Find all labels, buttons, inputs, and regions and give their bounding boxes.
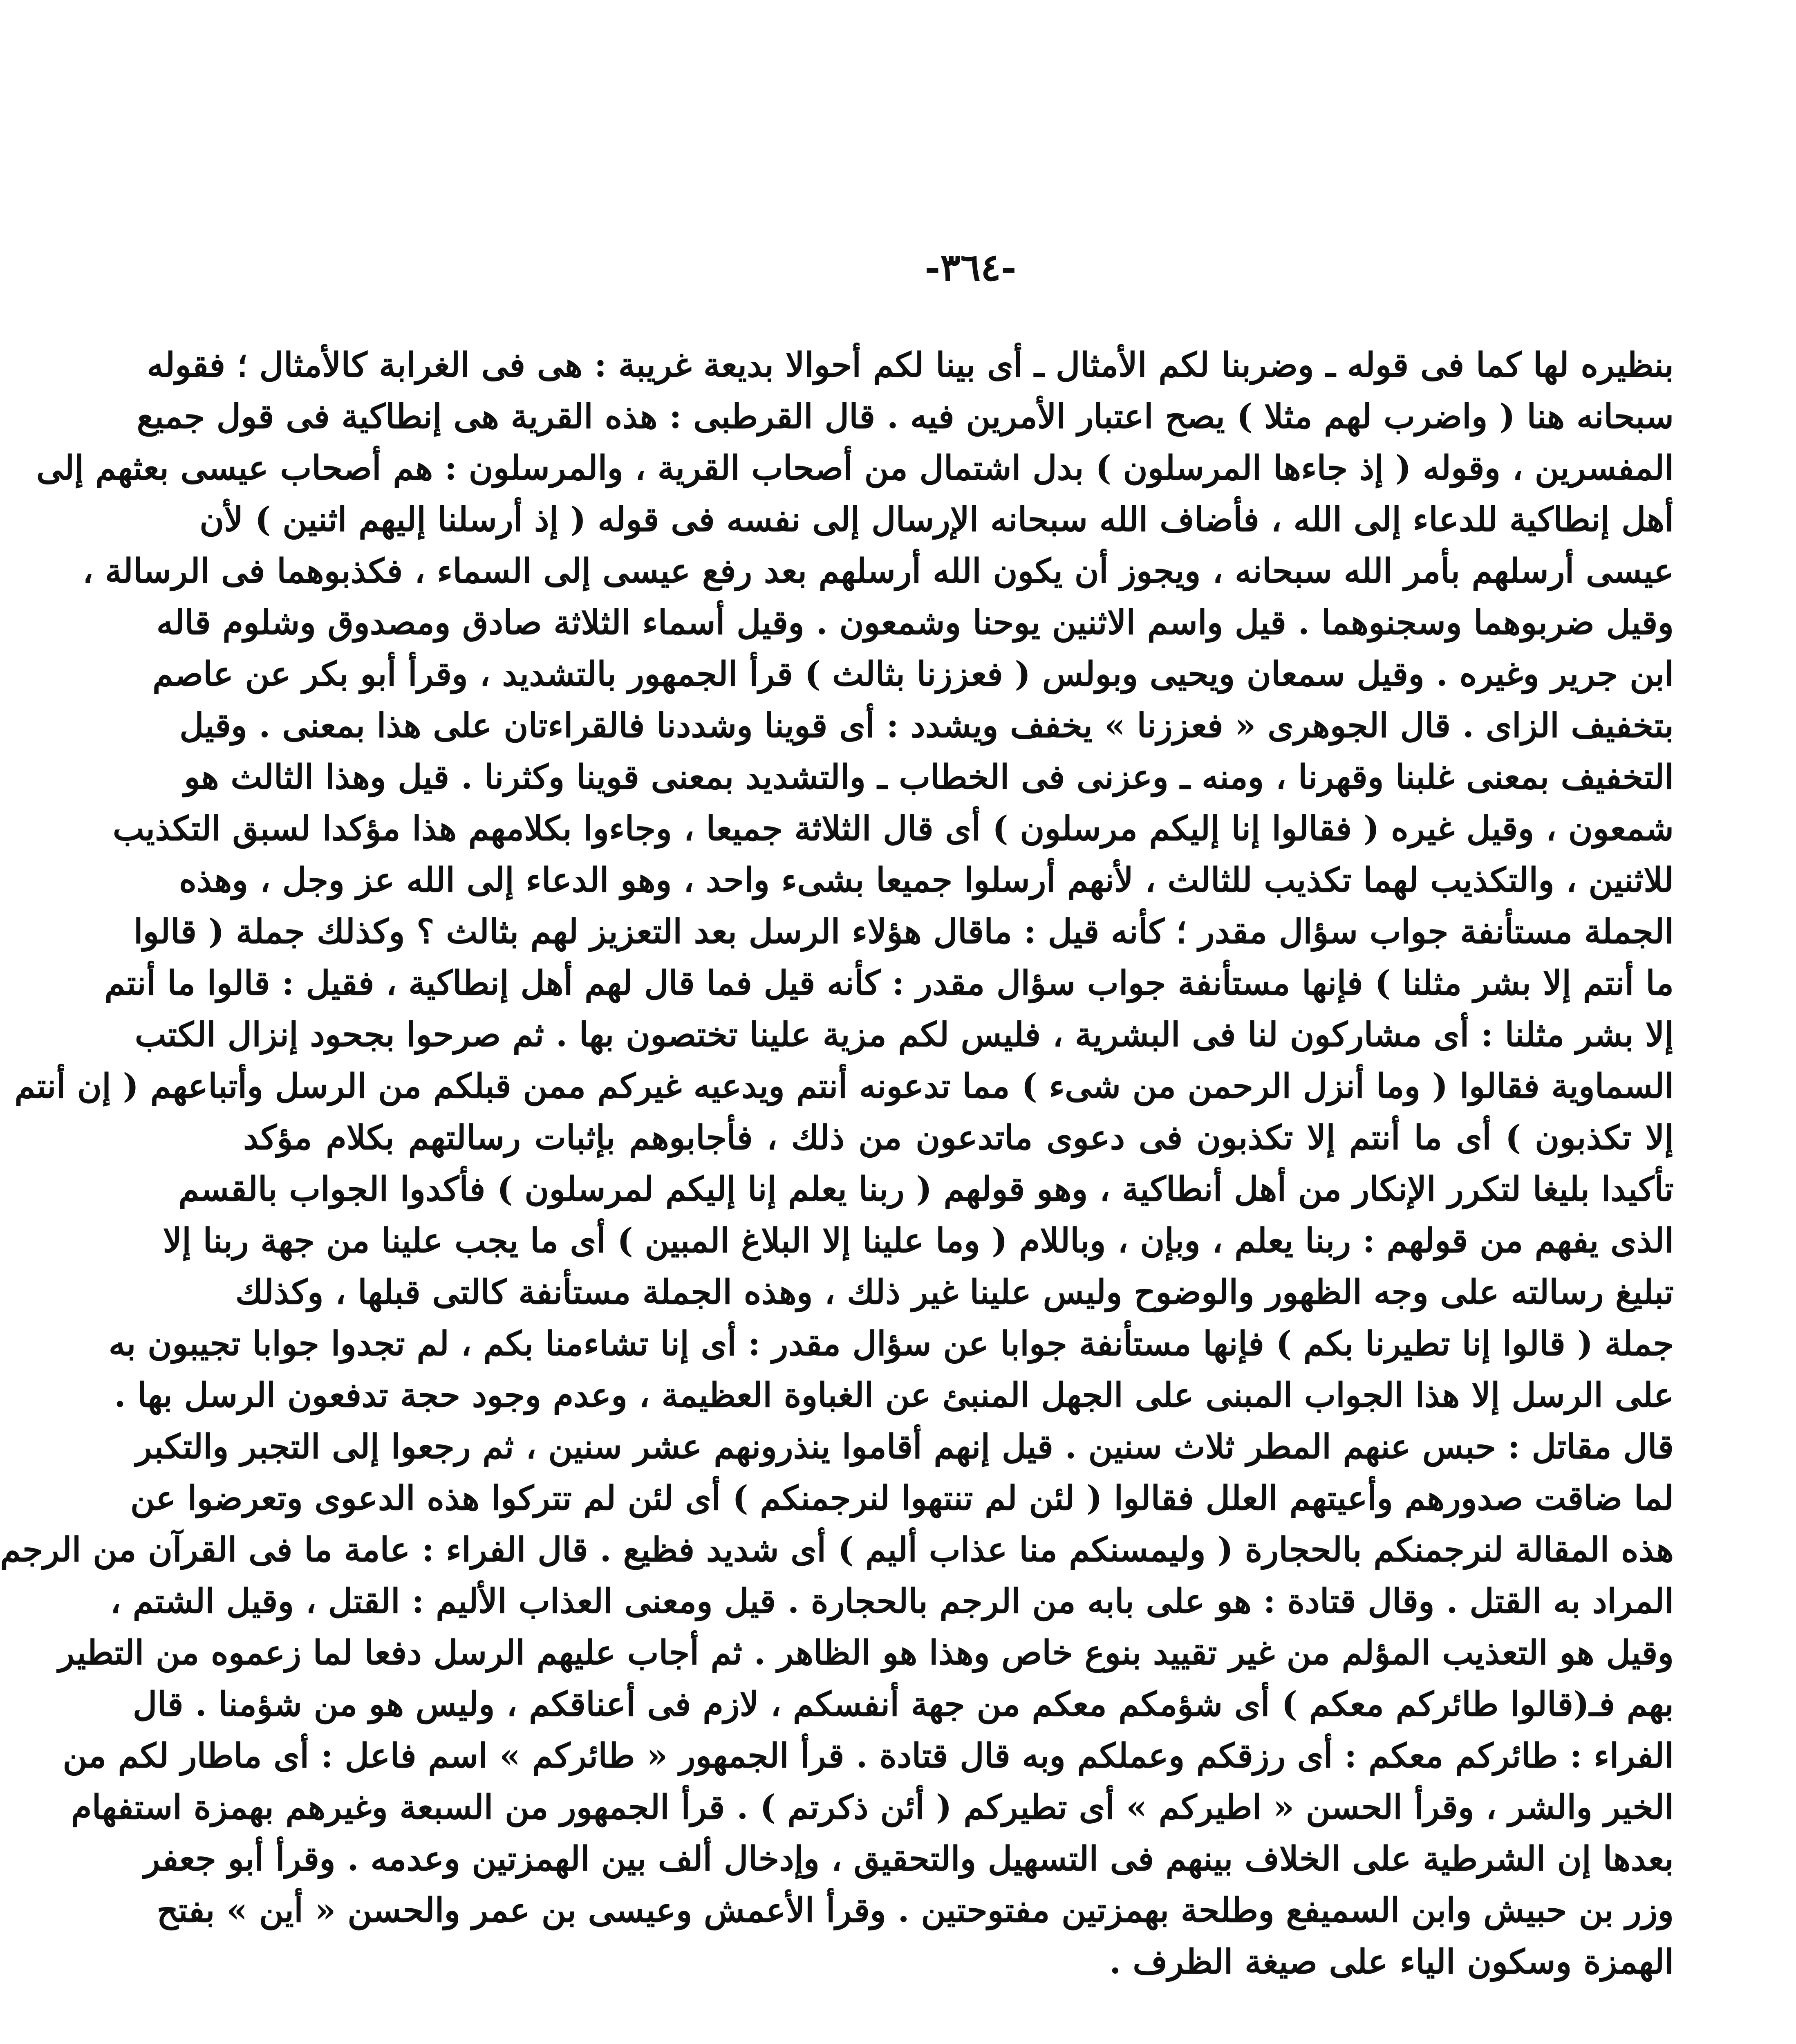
body-text [0, 339, 1674, 1988]
text-line: بعدها إن الشرطية على الخلاف بينهم فى التسهيل والتحقيق ، وإدخال ألف بين الهمزتين وعدمه . وقرأ أبو جعفر [143, 1839, 1674, 1878]
text-line: التخفيف بمعنى غلبنا وقهرنا ، ومنه ـ وعزنى فى الخطاب ـ والتشديد بمعنى قوينا وكثرنا . قيل وهذا الثالث هو [184, 758, 1674, 797]
text-line: إلا بشر مثلنا : أى مشاركون لنا فى البشرية ، فليس لكم مزية علينا تختصون بها . ثم صرحوا بجحود إنزال الكتب [134, 1015, 1674, 1054]
text-line: ابن جرير وغيره . وقيل سمعان ويحيى وبولس ( فعززنا بثالث ) قرأ الجمهور بالتشديد ، وقرأ أبو بكر عن عاصم [152, 654, 1674, 694]
text-line: بهم فـ(قالوا طائركم معكم ) أى شؤمكم معكم من جهة أنفسكم ، لازم فى أعناقكم ، وليس هو من شؤمنا . قال [132, 1685, 1674, 1724]
text-line: هذه المقالة لنرجمنكم بالحجارة ( وليمسنكم منا عذاب أليم ) أى شديد فظيع . قال الفراء : عامة ما فى القرآن من الرجم [0, 1530, 1674, 1569]
text-line: قال مقاتل : حبس عنهم المطر ثلاث سنين . قيل إنهم أقاموا ينذرونهم عشر سنين ، ثم رجعوا إلى التجبر والتكبر [136, 1427, 1674, 1466]
text-line: وقيل هو التعذيب المؤلم من غير تقييد بنوع خاص وهذا هو الظاهر . ثم أجاب عليهم الرسل دفعا لما زعموه من التطير [58, 1633, 1674, 1672]
text-line: بنظيره لها كما فى قوله ـ وضربنا لكم الأمثال ـ أى بينا لكم أحوالا بديعة غريبة : هى فى الغرابة كالأمثال ؛ فقوله [147, 345, 1674, 385]
text-line: الجملة مستأنفة جواب سؤال مقدر ؛ كأنه قيل : ماقال هؤلاء الرسل بعد التعزيز لهم بثالث ؟ وكذلك جملة ( قالوا [133, 912, 1674, 951]
text-line: بتخفيف الزاى . قال الجوهرى « فعززنا » يخفف ويشدد : أى قوينا وشددنا فالقراءتان على هذا بمعنى . وقيل [179, 706, 1674, 745]
text-line: السماوية فقالوا ( وما أنزل الرحمن من شىء ) مما تدعونه أنتم ويدعيه غيركم ممن قبلكم من الرسل وأتباعهم ( إن أنتم [14, 1067, 1674, 1106]
text-line: على الرسل إلا هذا الجواب المبنى على الجهل المنبئ عن الغباوة العظيمة ، وعدم وجود حجة تدفعون الرسل بها . [114, 1376, 1674, 1415]
text-line: تبليغ رسالته على وجه الظهور والوضوح وليس علينا غير ذلك ، وهذه الجملة مستأنفة كالتى قبلها ، وكذلك [235, 1273, 1674, 1312]
text-line: المفسرين ، وقوله ( إذ جاءها المرسلون ) بدل اشتمال من أصحاب القرية ، والمرسلون : هم أصحاب عيسى بعثهم إلى [36, 448, 1674, 488]
page-number: -٣٦٤- [925, 245, 1017, 289]
text-line: المراد به القتل . وقال قتادة : هو على بابه من الرجم بالحجارة . قيل ومعنى العذاب الأليم : القتل ، وقيل الشتم ، [110, 1582, 1674, 1621]
text-line: الخير والشر ، وقرأ الحسن « اطيركم » أى تطيركم ( أئن ذكرتم ) . قرأ الجمهور من السبعة وغيرهم بهمزة استفهام [71, 1788, 1674, 1827]
text-line: للاثنين ، والتكذيب لهما تكذيب للثالث ، لأنهم أرسلوا جميعا بشىء واحد ، وهو الدعاء إلى الله عز وجل ، وهذه [179, 861, 1674, 900]
text-line: الهمزة وسكون الياء على صيغة الظرف . [1109, 1942, 1674, 1981]
text-line: ما أنتم إلا بشر مثلنا ) فإنها مستأنفة جواب سؤال مقدر : كأنه قيل فما قال لهم أهل إنطاكية ، فقيل : قالوا ما أنتم [104, 964, 1674, 1003]
text-line: وزر بن حبيش وابن السميفع وطلحة بهمزتين مفتوحتين . وقرأ الأعمش وعيسى بن عمر والحسن « أين » بفتح [157, 1891, 1674, 1930]
text-line: تأكيدا بليغا لتكرر الإنكار من أهل أنطاكية ، وهو قولهم ( ربنا يعلم إنا إليكم لمرسلون ) فأكدوا الجواب بالقسم [178, 1170, 1674, 1209]
text-line: جملة ( قالوا إنا تطيرنا بكم ) فإنها مستأنفة جوابا عن سؤال مقدر : أى إنا تشاءمنا بكم ، لم تجدوا جوابا تجيبون به [108, 1324, 1674, 1363]
text-line: سبحانه هنا ( واضرب لهم مثلا ) يصح اعتبار الأمرين فيه . قال القرطبى : هذه القرية هى إنطاكية فى قول جميع [137, 397, 1674, 436]
text-line: شمعون ، وقيل غيره ( فقالوا إنا إليكم مرسلون ) أى قال الثلاثة جميعا ، وجاءوا بكلامهم هذا مؤكدا لسبق التكذيب [112, 809, 1674, 848]
text-line: الفراء : طائركم معكم : أى رزقكم وعملكم وبه قال قتادة . قرأ الجمهور « طائركم » اسم فاعل : أى ماطار لكم من [63, 1736, 1674, 1775]
text-line: الذى يفهم من قولهم : ربنا يعلم ، وبإن ، وباللام ( وما علينا إلا البلاغ المبين ) أى ما يجب علينا من جهة ربنا إلا [163, 1221, 1674, 1260]
text-line: لما ضاقت صدورهم وأعيتهم العلل فقالوا ( لئن لم تنتهوا لنرجمنكم ) أى لئن لم تتركوا هذه الدعوى وتعرضوا عن [130, 1479, 1674, 1518]
text-line: عيسى أرسلهم بأمر الله سبحانه ، ويجوز أن يكون الله أرسلهم بعد رفع عيسى إلى السماء ، فكذبوهما فى الرسالة ، [82, 551, 1674, 591]
text-line: إلا تكذبون ) أى ما أنتم إلا تكذبون فى دعوى ماتدعون من ذلك ، فأجابوهم بإثبات رسالتهم بكلام مؤكد [243, 1118, 1674, 1157]
text-line: أهل إنطاكية للدعاء إلى الله ، فأضاف الله سبحانه الإرسال إلى نفسه فى قوله ( إذ أرسلنا إليهم اثنين ) لأن [199, 500, 1674, 539]
text-line: وقيل ضربوهما وسجنوهما . قيل واسم الاثنين يوحنا وشمعون . وقيل أسماء الثلاثة صادق ومصدوق وشلوم قاله [156, 603, 1674, 642]
